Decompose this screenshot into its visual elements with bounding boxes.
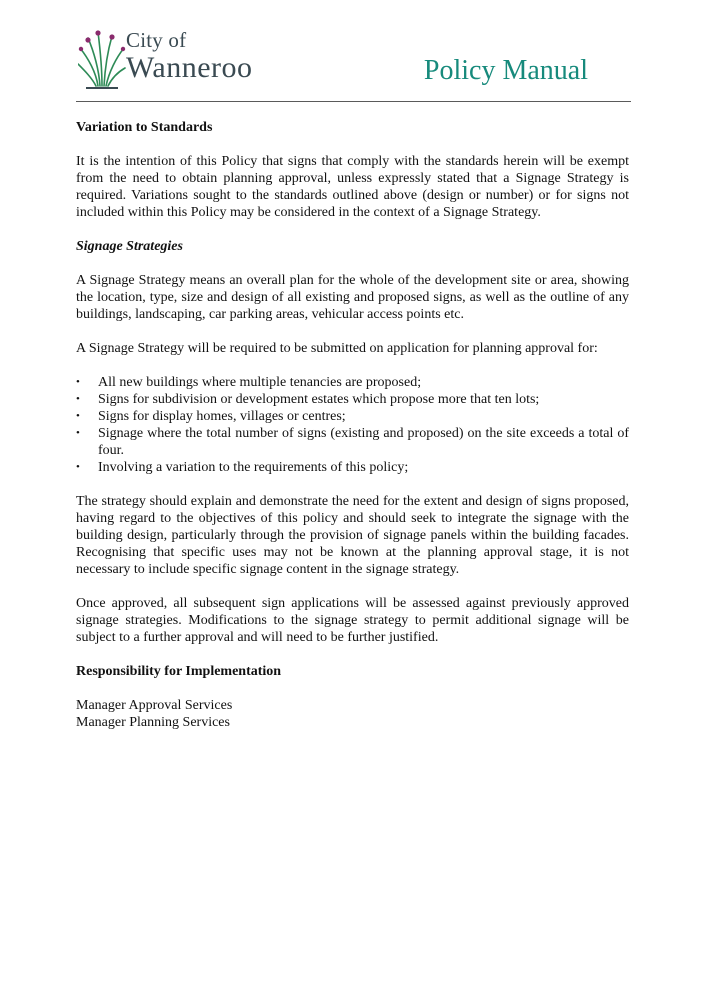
manual-title: Policy Manual — [423, 55, 588, 86]
variation-paragraph: It is the intention of this Policy that signs that comply with the standards herein will be exempt from the need to obtain planning approval, unless expressly stated that a Signage Strategy is required. Variations sought to the standards outlined above (design or number) or for signs not included within this Policy may be considered in the context of a Signage Strategy. — [76, 154, 629, 220]
logo-city-text: City of — [126, 28, 187, 52]
bullet-icon: • — [76, 427, 80, 439]
logo-name-text: Wanneroo — [126, 51, 253, 84]
header-divider — [76, 101, 631, 102]
responsible-manager-1: Manager Approval Services — [76, 698, 233, 713]
list-item-text: Signs for subdivision or development estates which propose more that ten lots; — [98, 392, 540, 407]
bullet-icon: • — [76, 410, 80, 422]
list-item-text: Signs for display homes, villages or centres; — [98, 409, 346, 424]
variation-heading: Variation to Standards — [76, 120, 213, 135]
strategies-paragraph-2: A Signage Strategy will be required to be submitted on application for planning approval for: — [76, 341, 598, 356]
list-item — [76, 459, 629, 476]
responsibility-heading: Responsibility for Implementation — [76, 664, 282, 679]
city-logo — [78, 28, 278, 92]
bullet-icon: • — [76, 393, 80, 405]
responsible-manager-2: Manager Planning Services — [76, 715, 230, 730]
list-item-text: Signage where the total number of signs (existing and proposed) on the site exceeds a total of four. — [98, 426, 629, 458]
list-item-text: Involving a variation to the requirements of this policy; — [98, 460, 409, 475]
document-body — [76, 119, 629, 731]
strategies-paragraph-4: Once approved, all subsequent sign applications will be assessed against previously approved signage strategies. Modifications to the signage strategy to permit additional signage will be subject to a further approval and will need to be further justified. — [76, 596, 629, 645]
strategies-paragraph-3: The strategy should explain and demonstrate the need for the extent and design of signs proposed, having regard to the objectives of this policy and should seek to integrate the signage with the building design, particularly through the provision of signage panels within the building facades. Recognising that specific uses may not be known at the planning approval stage, it is not necessary to include specific signage content in the signage strategy. — [76, 494, 629, 577]
grass-tree-logo-icon — [78, 28, 126, 90]
strategies-paragraph-1: A Signage Strategy means an overall plan for the whole of the development site or area, showing the location, type, size and design of all existing and proposed signs, as well as the outline of any buildings, landscaping, car parking areas, vehicular access points etc. — [76, 273, 629, 322]
list-item — [76, 391, 629, 408]
list-item — [76, 408, 629, 425]
list-item — [76, 374, 629, 391]
bullet-icon: • — [76, 461, 80, 473]
list-item-text: All new buildings where multiple tenancies are proposed; — [98, 375, 422, 390]
page-header — [0, 0, 705, 105]
strategies-heading: Signage Strategies — [76, 239, 183, 254]
bullet-icon: • — [76, 376, 80, 388]
strategy-requirements-list — [76, 374, 629, 476]
list-item — [76, 425, 629, 459]
